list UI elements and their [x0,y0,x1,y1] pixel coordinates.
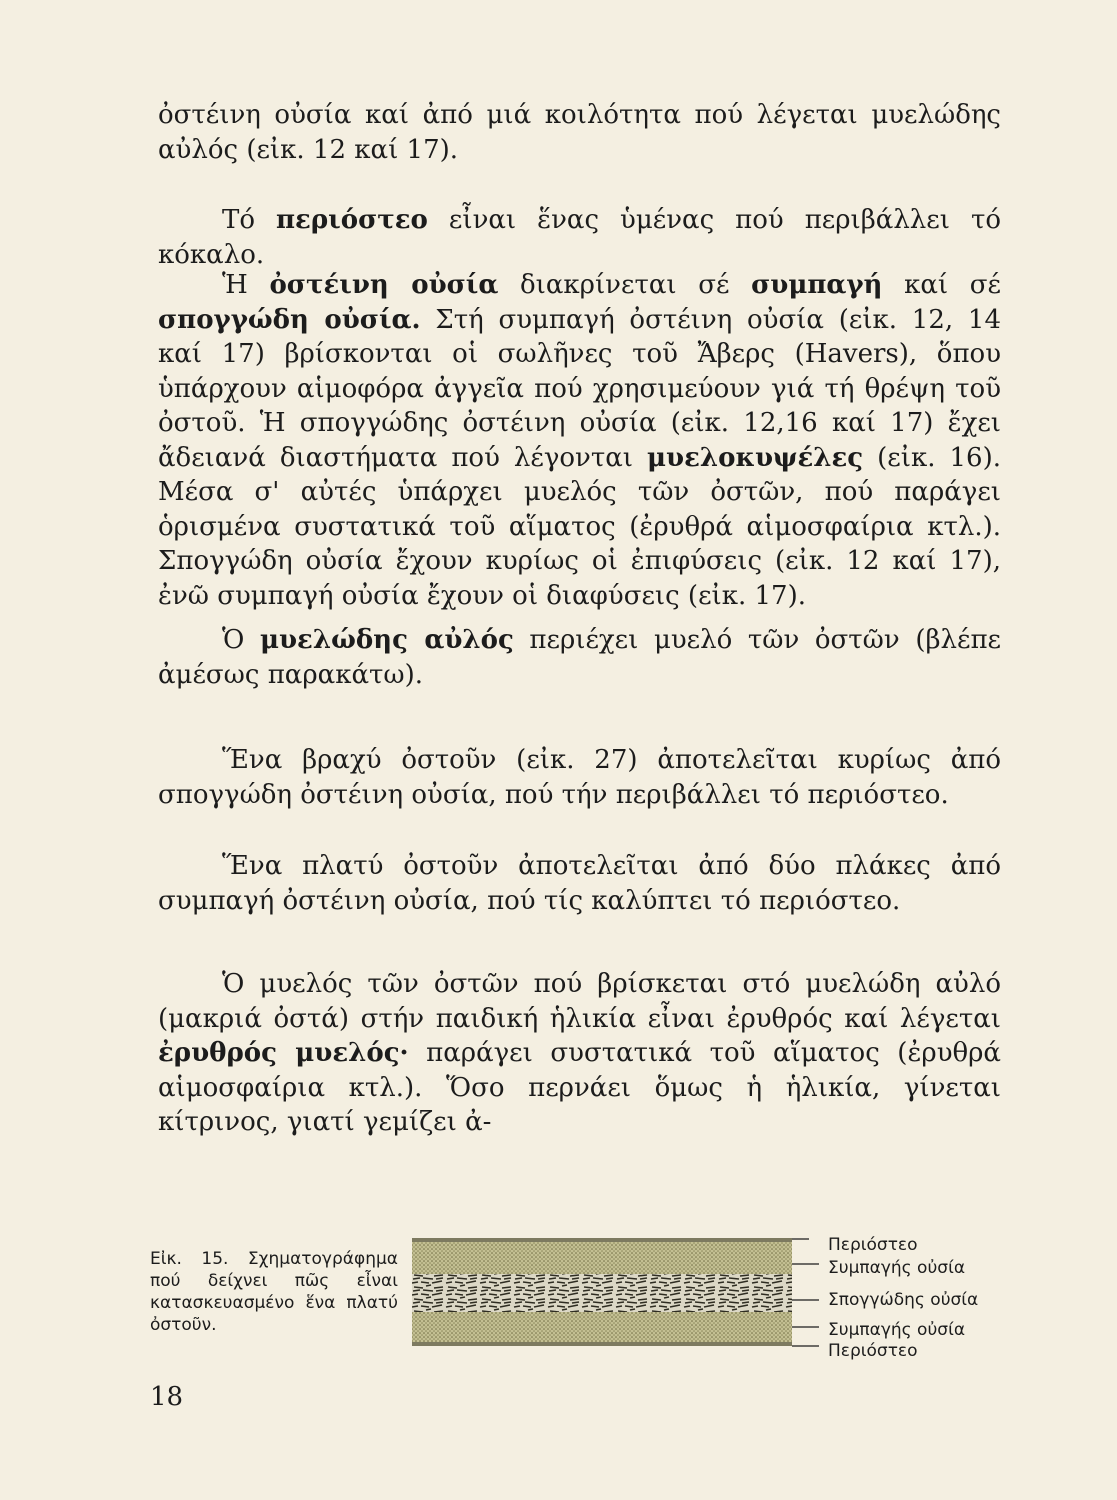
bold-term: ἐρυθρός μυελός· [158,1038,409,1068]
label-spongy: Σπογγώδης οὐσία [828,1290,979,1310]
text-run: Ἕνα πλατύ ὀστοῦν ἀποτελεῖται ἀπό δύο πλάκες ἀπό συμπαγή ὀστέινη οὐσία, πού τίς καλύπτει τό περιόστεο. [158,851,1001,916]
text-run: ὀστέινη οὐσία καί ἀπό μιά κοιλότητα πού λέγεται μυελώδης αὐλός (εἰκ. 12 καί 17). [158,100,1001,165]
text-run: περιέχει μυελό τῶν ὀστῶν (βλέπε ἀμέσως παρακάτω). [158,625,1001,690]
paragraph-bone-substance-intro [158,98,1001,167]
text-run: Ἡ [222,270,270,300]
paragraph-short-bone [158,743,1001,812]
paragraph-bone-marrow [158,967,1001,1140]
text-run: Ἕνα βραχύ ὀστοῦν (εἰκ. 27) ἀποτελεῖται κυρίως ἀπό σπογγώδη ὀστέινη οὐσία, πού τήν περιβάλλει τό περιόστεο. [158,745,1001,810]
text-run: εἶναι ἕνας ὑμένας πού περιβάλλει τό κόκαλο. [158,205,1001,270]
paragraph-flat-bone [158,849,1001,918]
bold-term: μυελοκυψέλες [647,442,864,473]
label-periosteum-bottom: Περιόστεο [828,1341,918,1361]
page-number: 18 [150,1382,184,1412]
text-run: Ὁ μυελός τῶν ὀστῶν πού βρίσκεται στό μυελώδη αὐλό (μακριά ὀστά) στήν παιδική ἡλικία εἶναι ἐρυθρός καί λέγεται [158,969,1001,1034]
bold-term: ὀστέινη οὐσία [269,270,499,300]
periosteum-bottom-layer [412,1342,792,1346]
paragraph-medullary-cavity [158,623,1001,692]
compact-layer-top [412,1242,792,1274]
bold-term: συμπαγή [751,270,883,300]
paragraph-periosteum [158,203,1001,272]
label-periosteum-top: Περιόστεο [828,1235,918,1255]
paragraph-compact-spongy [158,268,1001,613]
text-run: (εἰκ. 16). Μέσα σ' αὐτές ὑπάρχει μυελός τῶν ὀστῶν, πού παράγει ὁρισμένα συστατικά τοῦ αἵματος (ἐρυθρά αἱμοσφαίρια κτλ.). Σπογγώδη οὐσία ἔχουν κυρίως οἱ ἐπιφύσεις (εἰκ. 12 καί 17), ἐνῶ συμπαγή οὐσία ἔχουν οἱ διαφύσεις (εἰκ. 17). [158,442,1001,611]
label-compact-bottom: Συμπαγής οὐσία [828,1320,966,1340]
spongy-layer [412,1274,792,1312]
label-compact-top: Συμπαγής οὐσία [828,1258,966,1278]
compact-layer-bottom [412,1312,792,1342]
text-run: Στή συμπαγή ὀστέινη οὐσία (εἰκ. 12, 14 καί 17) βρίσκονται οἱ σωλῆνες τοῦ Ἄβερς (Havers), ὅπου ὑπάρχουν αἱμοφόρα ἀγγεῖα πού χρησιμεύουν γιά τή θρέψη τοῦ ὀστοῦ. Ἡ σπογγώδης ὀστέινη οὐσία (εἰκ. 12,16 καί 17) ἔχει ἄδειανά διαστήματα πού λέγονται [158,304,1001,473]
text-run: Τό [222,205,277,235]
bold-term: περιόστεο [276,205,428,235]
bold-term: μυελώδης αὐλός [259,625,514,655]
figure-caption: Εἰκ. 15. Σχηματογράφημα πού δείχνει πῶς εἶναι κατασκευασμένο ἕνα πλατύ ὀστοῦν. [150,1249,398,1335]
text-run: διακρίνεται σέ [498,270,752,300]
periosteum-top-layer [412,1238,792,1242]
text-run: Ὁ [222,625,260,655]
bold-term: σπογγώδη οὐσία. [158,304,421,335]
text-run: καί σέ [882,270,1001,300]
text-run: παράγει συστατικά τοῦ αἵματος (ἐρυθρά αἱμοσφαίρια κτλ.). Ὅσο περνάει ὅμως ἡ ἡλικία, γίνεται κίτρινος, γιατί γεμίζει ἀ- [158,1038,1001,1137]
